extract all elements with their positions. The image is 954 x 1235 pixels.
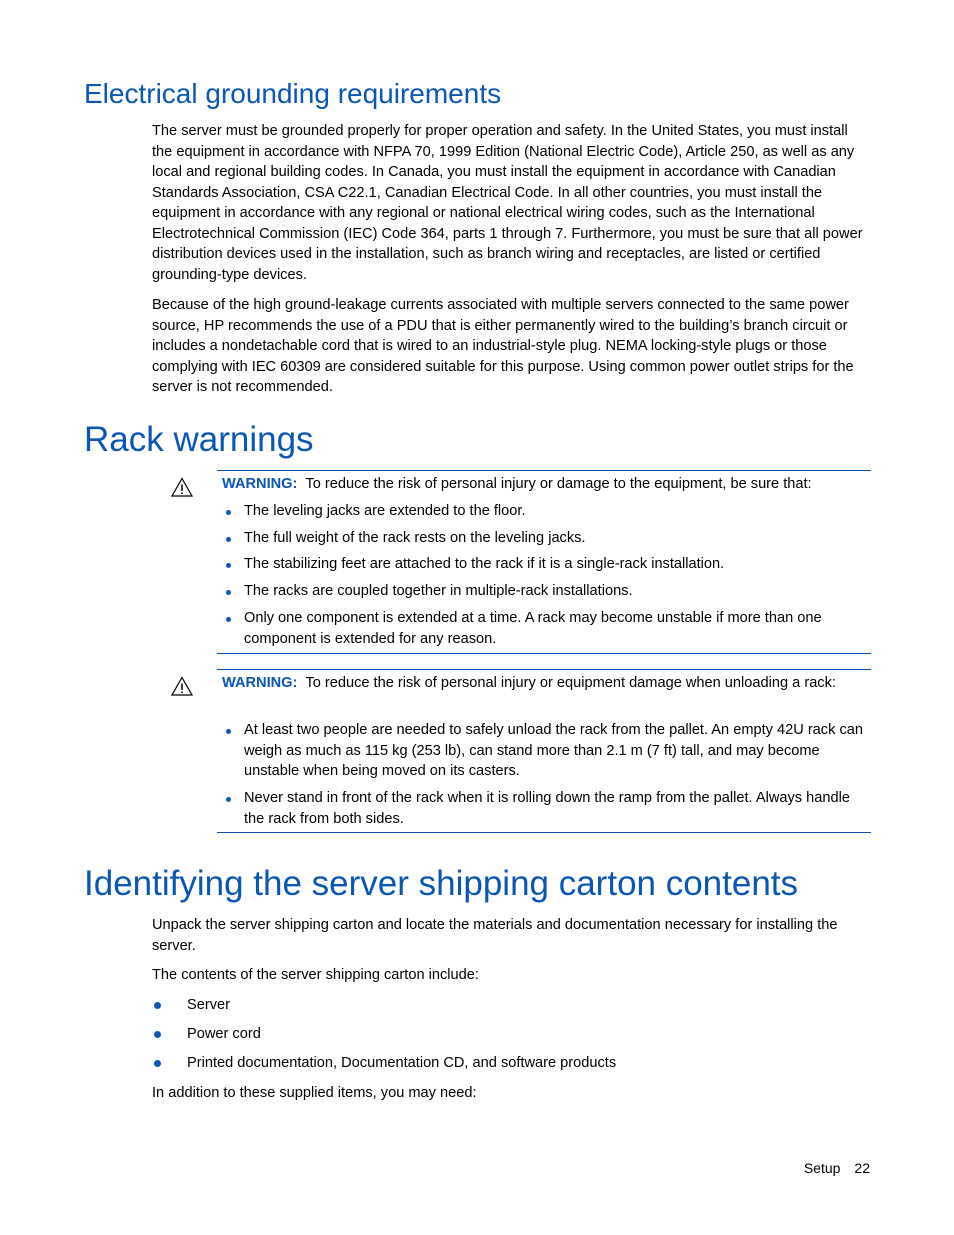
carton-after: In addition to these supplied items, you may need: xyxy=(152,1085,477,1101)
warning-triangle-icon xyxy=(171,676,193,696)
warning-1-item xyxy=(244,581,864,602)
bullet-icon xyxy=(226,563,231,568)
warning-2-item-text: At least two people are needed to safely unload the rack from the pallet. An empty 42U rack can weigh as much as 115 kg (253 lb), can stand more than 2.1 m (7 ft) tall, and may become unstable when being moved on its casters. xyxy=(244,722,863,779)
warning-1-message: To reduce the risk of personal injury or damage to the equipment, be sure that: xyxy=(305,476,812,492)
page-number: 22 xyxy=(854,1160,870,1176)
grounding-heading: Electrical grounding requirements xyxy=(84,78,502,109)
carton-heading: Identifying the server shipping carton contents xyxy=(84,864,799,903)
warning-1-item-text: The leveling jacks are extended to the floor. xyxy=(244,503,526,519)
warning-1-item-text: The stabilizing feet are attached to the rack if it is a single-rack installation. xyxy=(244,556,725,572)
page-footer xyxy=(804,1158,870,1178)
carton-intro: Unpack the server shipping carton and locate the materials and documentation necessary for installing the server. xyxy=(152,917,838,954)
bullet-icon xyxy=(226,537,231,542)
bullet-icon xyxy=(226,590,231,595)
warning-1-item-text: The full weight of the rack rests on the leveling jacks. xyxy=(244,530,586,546)
warning-1-item xyxy=(244,608,864,649)
carton-item-text: Printed documentation, Documentation CD, and software products xyxy=(187,1055,617,1071)
footer-section-name: Setup xyxy=(803,1160,841,1176)
warning-2-item xyxy=(244,788,864,829)
bullet-icon xyxy=(226,797,231,802)
bullet-icon xyxy=(154,1031,161,1038)
carton-item-text: Server xyxy=(187,997,230,1013)
warning-1-text xyxy=(222,474,842,495)
carton-item xyxy=(187,1024,261,1045)
warning-2-label: WARNING: xyxy=(222,675,298,691)
warning-1-item-text: The racks are coupled together in multiple-rack installations. xyxy=(244,583,633,599)
bullet-icon xyxy=(226,510,231,515)
warning-2-item xyxy=(244,720,864,782)
warning-1-item xyxy=(244,528,864,549)
grounding-paragraph-2: Because of the high ground-leakage currents associated with multiple servers connected to the same power source, HP recommends the use of a PDU that is either permanently wired to the building’s branch circuit or includes a nondetachable cord that is wired to an industrial-style plug. NEMA locking-style plugs or those complying with IEC 60309 are considered suitable for this purpose. Using common power outlet strips for the server is not recommended. xyxy=(152,297,854,395)
carton-item-text: Power cord xyxy=(187,1026,261,1042)
bullet-icon xyxy=(154,1002,161,1009)
warning-1-label: WARNING: xyxy=(222,476,298,492)
warning-1-item xyxy=(244,554,864,575)
carton-lead: The contents of the server shipping carton include: xyxy=(152,967,479,983)
warning-2-text xyxy=(222,673,842,694)
warning-triangle-icon xyxy=(171,477,193,497)
carton-item xyxy=(187,995,230,1016)
grounding-paragraph-1: The server must be grounded properly for proper operation and safety. In the United States, you must install the equipment in accordance with NFPA 70, 1999 Edition (National Electric Code), Article 250, as well as any local and regional building codes. In Canada, you must install the equipment in accordance with Canadian Standards Association, CSA C22.1, Canadian Electrical Code. In all other countries, you must install the equipment in accordance with any regional or national electrical wiring codes, such as the International Electrotechnical Commission (IEC) Code 364, parts 1 through 7. Furthermore, you must be sure that all power distribution devices used in the installation, such as branch wiring and receptacles, are listed or certified grounding-type devices. xyxy=(152,123,863,283)
bullet-icon xyxy=(154,1060,161,1067)
warning-1-item xyxy=(244,501,864,522)
rack-warnings-heading: Rack warnings xyxy=(84,420,314,459)
warning-2-item-text: Never stand in front of the rack when it is rolling down the ramp from the pallet. Always handle the rack from both sides. xyxy=(244,790,850,827)
warning-2-message: To reduce the risk of personal injury or equipment damage when unloading a rack: xyxy=(305,675,836,691)
bullet-icon xyxy=(226,729,231,734)
bullet-icon xyxy=(226,617,231,622)
carton-item xyxy=(187,1053,616,1074)
warning-1-item-text: Only one component is extended at a time. A rack may become unstable if more than one component is extended for any reason. xyxy=(244,610,822,647)
